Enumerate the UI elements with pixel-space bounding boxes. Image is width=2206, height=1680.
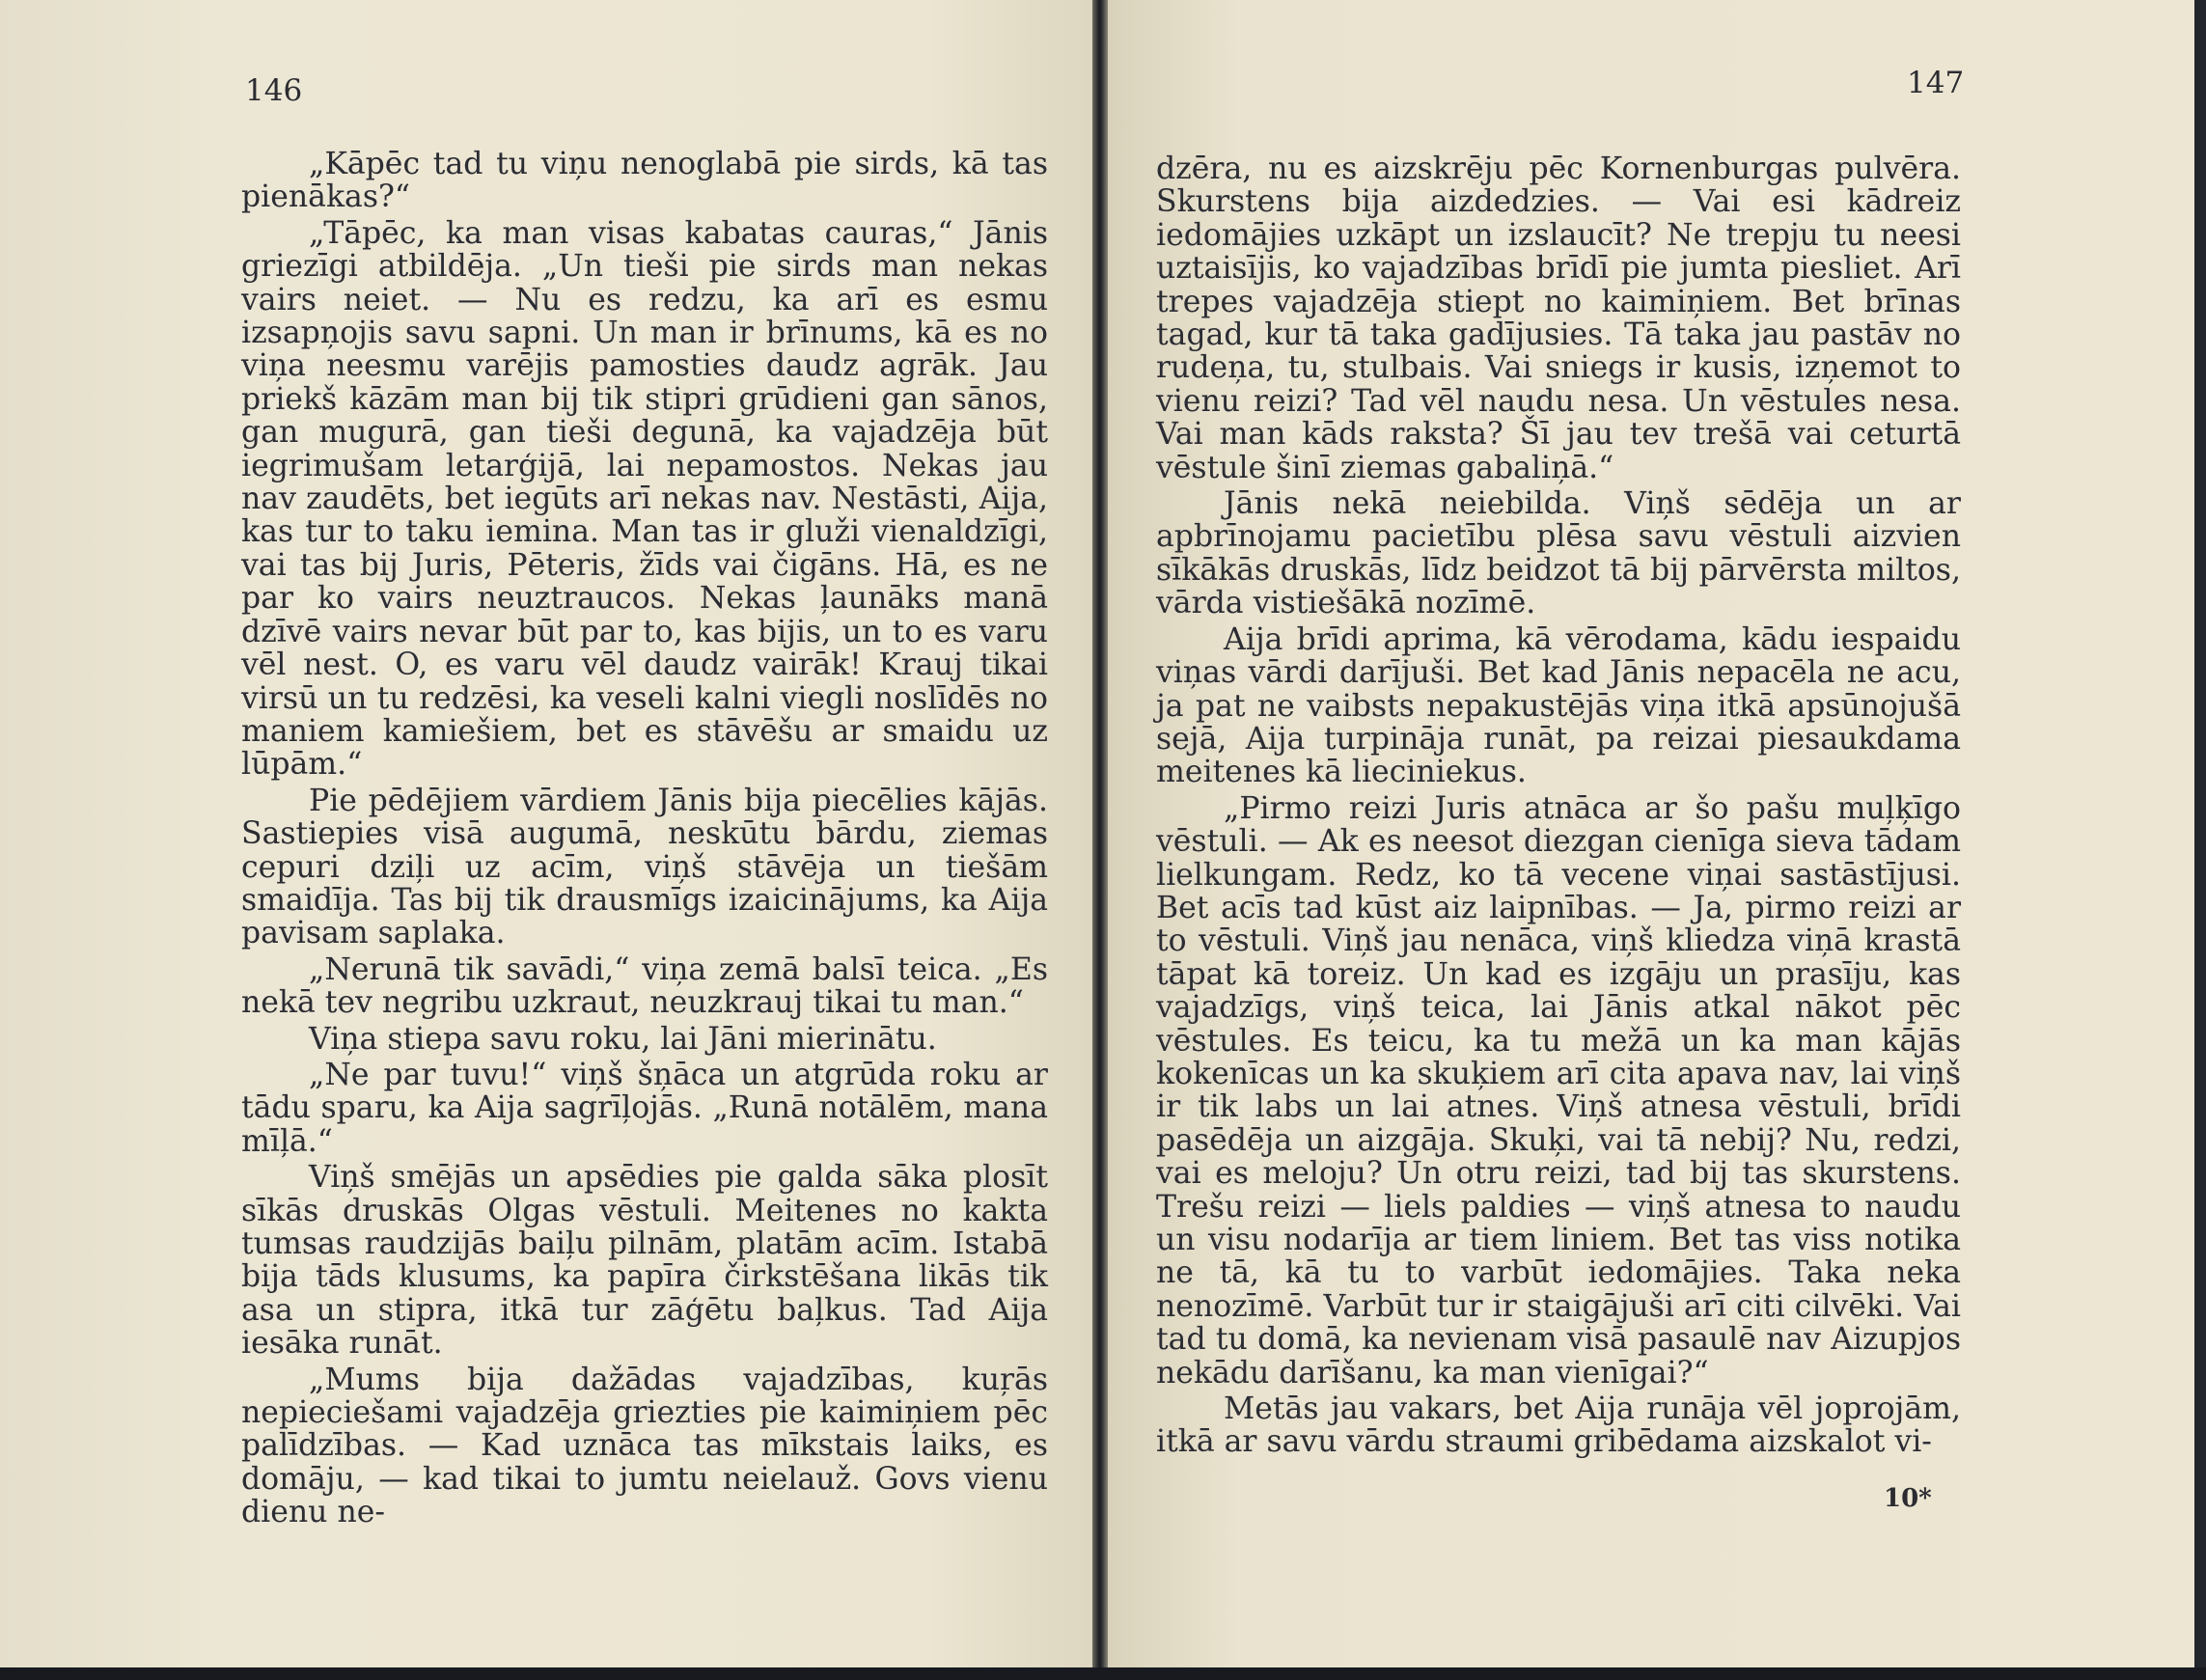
left-page-number: 146: [245, 73, 303, 108]
paragraph: „Nerunā tik savādi,“ viņa zemā balsī teica. „Es nekā tev negribu uzkraut, neuzkrauj tikai tu man.“: [241, 951, 1048, 1021]
paragraph: Jānis nekā neiebilda. Viņš sēdēja un ar apbrīnojamu pacietību plēsa savu vēstuli aizvien sīkākās druskās, līdz beidzot tā bij pārvērsta miltos, vārda vistiešākā nozīmē.: [1156, 486, 1961, 621]
paragraph: „Kāpēc tad tu viņu nenoglabā pie sirds, kā tas pienākas?“: [241, 147, 1048, 215]
paragraph: Pie pēdējiem vārdiem Jānis bija piecēlies kājās. Sastiepies visā augumā, neskūtu bārdu, ziemas cepuri dziļi uz acīm, viņš stāvēja un tiešām smaidīja. Tas bij tik drausmīgs izaicinājums, ka Aija pavisam saplaka.: [241, 783, 1048, 951]
paragraph: „Ne par tuvu!“ viņš šņāca un atgrūda roku ar tādu sparu, ka Aija sagrīļojās. „Runā notālēm, mana mīļā.“: [241, 1057, 1048, 1159]
right-page-text: [1156, 152, 1961, 1459]
paragraph: „Pirmo reizi Juris atnāca ar šo pašu muļķīgo vēstuli. — Ak es neesot diezgan cienīga sieva tādam lielkungam. Redz, ko tā vecene viņai sastāstījusi. Bet acīs tad kūst aiz laipnības. — Ja, pirmo reizi ar to vēstuli. Viņš jau nenāca, viņš kliedza viņā krastā tāpat kā toreiz. Un kad es izgāju un prasīju, kas vajadzīgs, viņš teica, lai Jānis atkal nākot pēc vēstules. Es teicu, ka tu mežā un ka man kājās kokenīcas un ka skuķiem arī cita apava nav, lai viņš ir tik labs un lai atnes. Viņš atnesa vēstuli, brīdi pasēdēja un aizgāja. Skuķi, vai tā nebij? Nu, redzi, vai es meloju? Un otru reizi, tad bij tas skurstens. Trešu reizi — liels paldies — viņš atnesa to naudu un visu nodarīja ar tiem liniem. Bet tas viss notika ne tā, kā tu to varbūt iedomājies. Taka neka nenozīmē. Varbūt tur ir staigājuši arī citi cilvēki. Vai tad tu domā, ka nevienam visā pasaulē nav Aizupjos nekādu darīšanu, ka man vienīgai?“: [1156, 790, 1961, 1391]
signature-mark: 10*: [1884, 1484, 1932, 1513]
paragraph: „Mums bija dažādas vajadzības, kuŗās nepieciešami vajadzēja griezties pie kaimiņiem pēc palīdzības. — Kad uznāca tas mīkstais laiks, es domāju, — kad tikai to jumtu neielauž. Govs vienu dienu ne-: [241, 1362, 1048, 1530]
page-bottom-edge: [0, 1667, 2206, 1680]
paragraph: „Tāpēc, ka man visas kabatas cauras,“ Jānis griezīgi atbildēja. „Un tieši pie sirds man nekas vairs neiet. — Nu es redzu, ka arī es esmu izsapņojis savu sapni. Un man ir brīnums, kā es no viņa neesmu varējis pamosties daudz agrāk. Jau priekš kāzām man bij tik stipri grūdieni gan sānos, gan mugurā, gan tieši degunā, ka vajadzēja būt iegrimušam letarģijā, lai nepamostos. Nekas jau nav zaudēts, bet iegūts arī nekas nav. Nestāsti, Aija, kas tur to taku iemina. Man tas ir gluži vienaldzīgi, vai tas bij Juris, Pēteris, žīds vai čigāns. Hā, es ne par ko vairs neuztraucos. Nekas ļaunāks manā dzīvē vairs nevar būt par to, kas bijis, un to es varu vēl nest. O, es varu vēl daudz vairāk! Krauj tikai virsū un tu redzēsi, ka veseli kalni viegli noslīdēs no maniem kamiešiem, bet es stāvēšu ar smaidu uz lūpām.“: [241, 215, 1048, 783]
paragraph: Viņš smējās un apsēdies pie galda sāka plosīt sīkās druskās Olgas vēstuli. Meitenes no kakta tumsas raudzijās baiļu pilnām, platām acīm. Istabā bija tāds klusums, ka papīra čirkstēšana likās tik asa un stipra, itkā tur zāģētu baļkus. Tad Aija iesāka runāt.: [241, 1160, 1048, 1362]
paragraph: Aija brīdi aprima, kā vērodama, kādu iespaidu viņas vārdi darījuši. Bet kad Jānis nepacēla ne acu, ja pat ne vaibsts nepakustējās viņa itkā apsūnojušā sejā, Aija turpināja runāt, pa reizai piesaukdama meitenes kā lieciniekus.: [1156, 621, 1961, 790]
paragraph: Metās jau vakars, bet Aija runāja vēl joprojām, itkā ar savu vārdu straumi gribēdama aizskalot vi-: [1156, 1391, 1961, 1460]
paragraph: Viņa stiepa savu roku, lai Jāni mierinātu.: [309, 1021, 937, 1057]
book-gutter: [1092, 0, 1108, 1680]
left-page: [0, 0, 1092, 1669]
right-page: [1108, 0, 2194, 1669]
left-page-text: [241, 148, 1048, 1529]
right-page-number: 147: [1907, 66, 1965, 100]
paragraph: dzēra, nu es aizskrēju pēc Kornenburgas pulvēra. Skurstens bija aizdedzies. — Vai esi kādreiz iedomājies uzkāpt un izslaucīt? Ne trepju tu neesi uztaisījis, ko vajadzības brīdī pie jumta piesliet. Arī trepes vajadzēja stiept no kaimiņiem. Bet brīnas tagad, kur tā taka gadījusies. Tā taka jau pastāv no rudeņa, tu, stulbais. Vai sniegs ir kusis, izņemot to vienu reizi? Tad vēl naudu nesa. Un vēstules nesa. Vai man kāds raksta? Šī jau tev trešā vai ceturtā vēstule šinī ziemas gabaliņā.“: [1156, 151, 1961, 485]
